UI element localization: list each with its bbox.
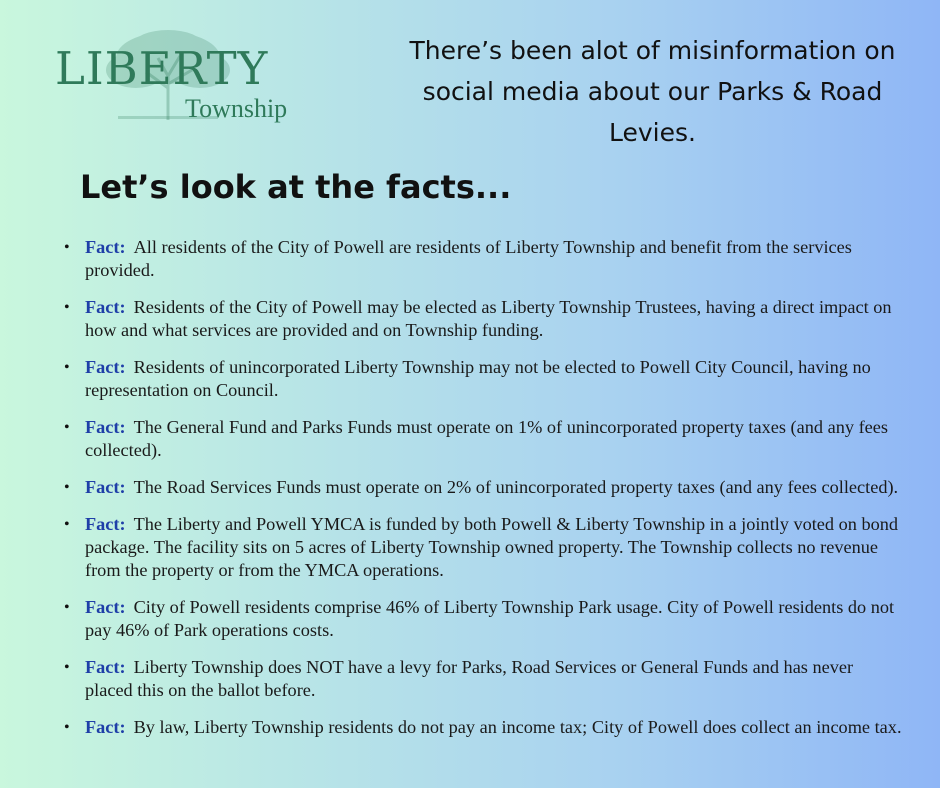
liberty-township-logo	[50, 28, 320, 128]
fact-item	[64, 356, 904, 402]
bullet-icon: •	[64, 599, 70, 616]
bullet-icon: •	[64, 239, 70, 256]
fact-label: Fact:	[85, 597, 126, 617]
fact-text: Residents of unincorporated Liberty Township may not be elected to Powell City Council, having no representation on Council.	[85, 357, 871, 400]
fact-text: The Road Services Funds must operate on 2% of unincorporated property taxes (and any fees collected).	[133, 477, 899, 497]
fact-text: The General Fund and Parks Funds must operate on 1% of unincorporated property taxes (and any fees collected).	[85, 417, 889, 460]
fact-text: City of Powell residents comprise 46% of Liberty Township Park usage. City of Powell residents do not pay 46% of Park operations costs.	[85, 597, 895, 640]
bullet-icon: •	[64, 419, 70, 436]
bullet-icon: •	[64, 299, 70, 316]
fact-label: Fact:	[85, 237, 126, 257]
fact-text: All residents of the City of Powell are residents of Liberty Township and benefit from the services provided.	[85, 237, 852, 280]
fact-label: Fact:	[85, 297, 126, 317]
bullet-icon: •	[64, 516, 70, 533]
facts-heading: Let’s look at the facts...	[80, 168, 512, 206]
fact-item	[64, 416, 904, 462]
fact-item	[64, 296, 904, 342]
fact-label: Fact:	[85, 657, 126, 677]
bullet-icon: •	[64, 479, 70, 496]
fact-item	[64, 513, 904, 582]
logo-wordmark: LIBERTY	[55, 42, 269, 95]
facts-list	[64, 236, 904, 753]
fact-item	[64, 716, 904, 739]
bullet-icon: •	[64, 659, 70, 676]
fact-label: Fact:	[85, 417, 126, 437]
fact-text: By law, Liberty Township residents do not pay an income tax; City of Powell does collect an income tax.	[133, 717, 902, 737]
fact-item	[64, 476, 904, 499]
fact-text: The Liberty and Powell YMCA is funded by both Powell & Liberty Township in a jointly voted on bond package. The facility sits on 5 acres of Liberty Township owned property. The Township collects no revenue from the property or from the YMCA operations.	[85, 514, 899, 580]
fact-label: Fact:	[85, 357, 126, 377]
fact-label: Fact:	[85, 717, 126, 737]
fact-text: Liberty Township does NOT have a levy for Parks, Road Services or General Funds and has never placed this on the ballot before.	[85, 657, 854, 700]
logo-subtitle: Township	[185, 94, 288, 123]
bullet-icon: •	[64, 719, 70, 736]
bullet-icon: •	[64, 359, 70, 376]
fact-item	[64, 236, 904, 282]
fact-label: Fact:	[85, 477, 126, 497]
fact-item	[64, 656, 904, 702]
fact-label: Fact:	[85, 514, 126, 534]
fact-item	[64, 596, 904, 642]
fact-text: Residents of the City of Powell may be elected as Liberty Township Trustees, having a direct impact on how and what services are provided and on Township funding.	[85, 297, 892, 340]
headline: There’s been alot of misinformation on social media about our Parks & Road Levies.	[409, 36, 896, 147]
